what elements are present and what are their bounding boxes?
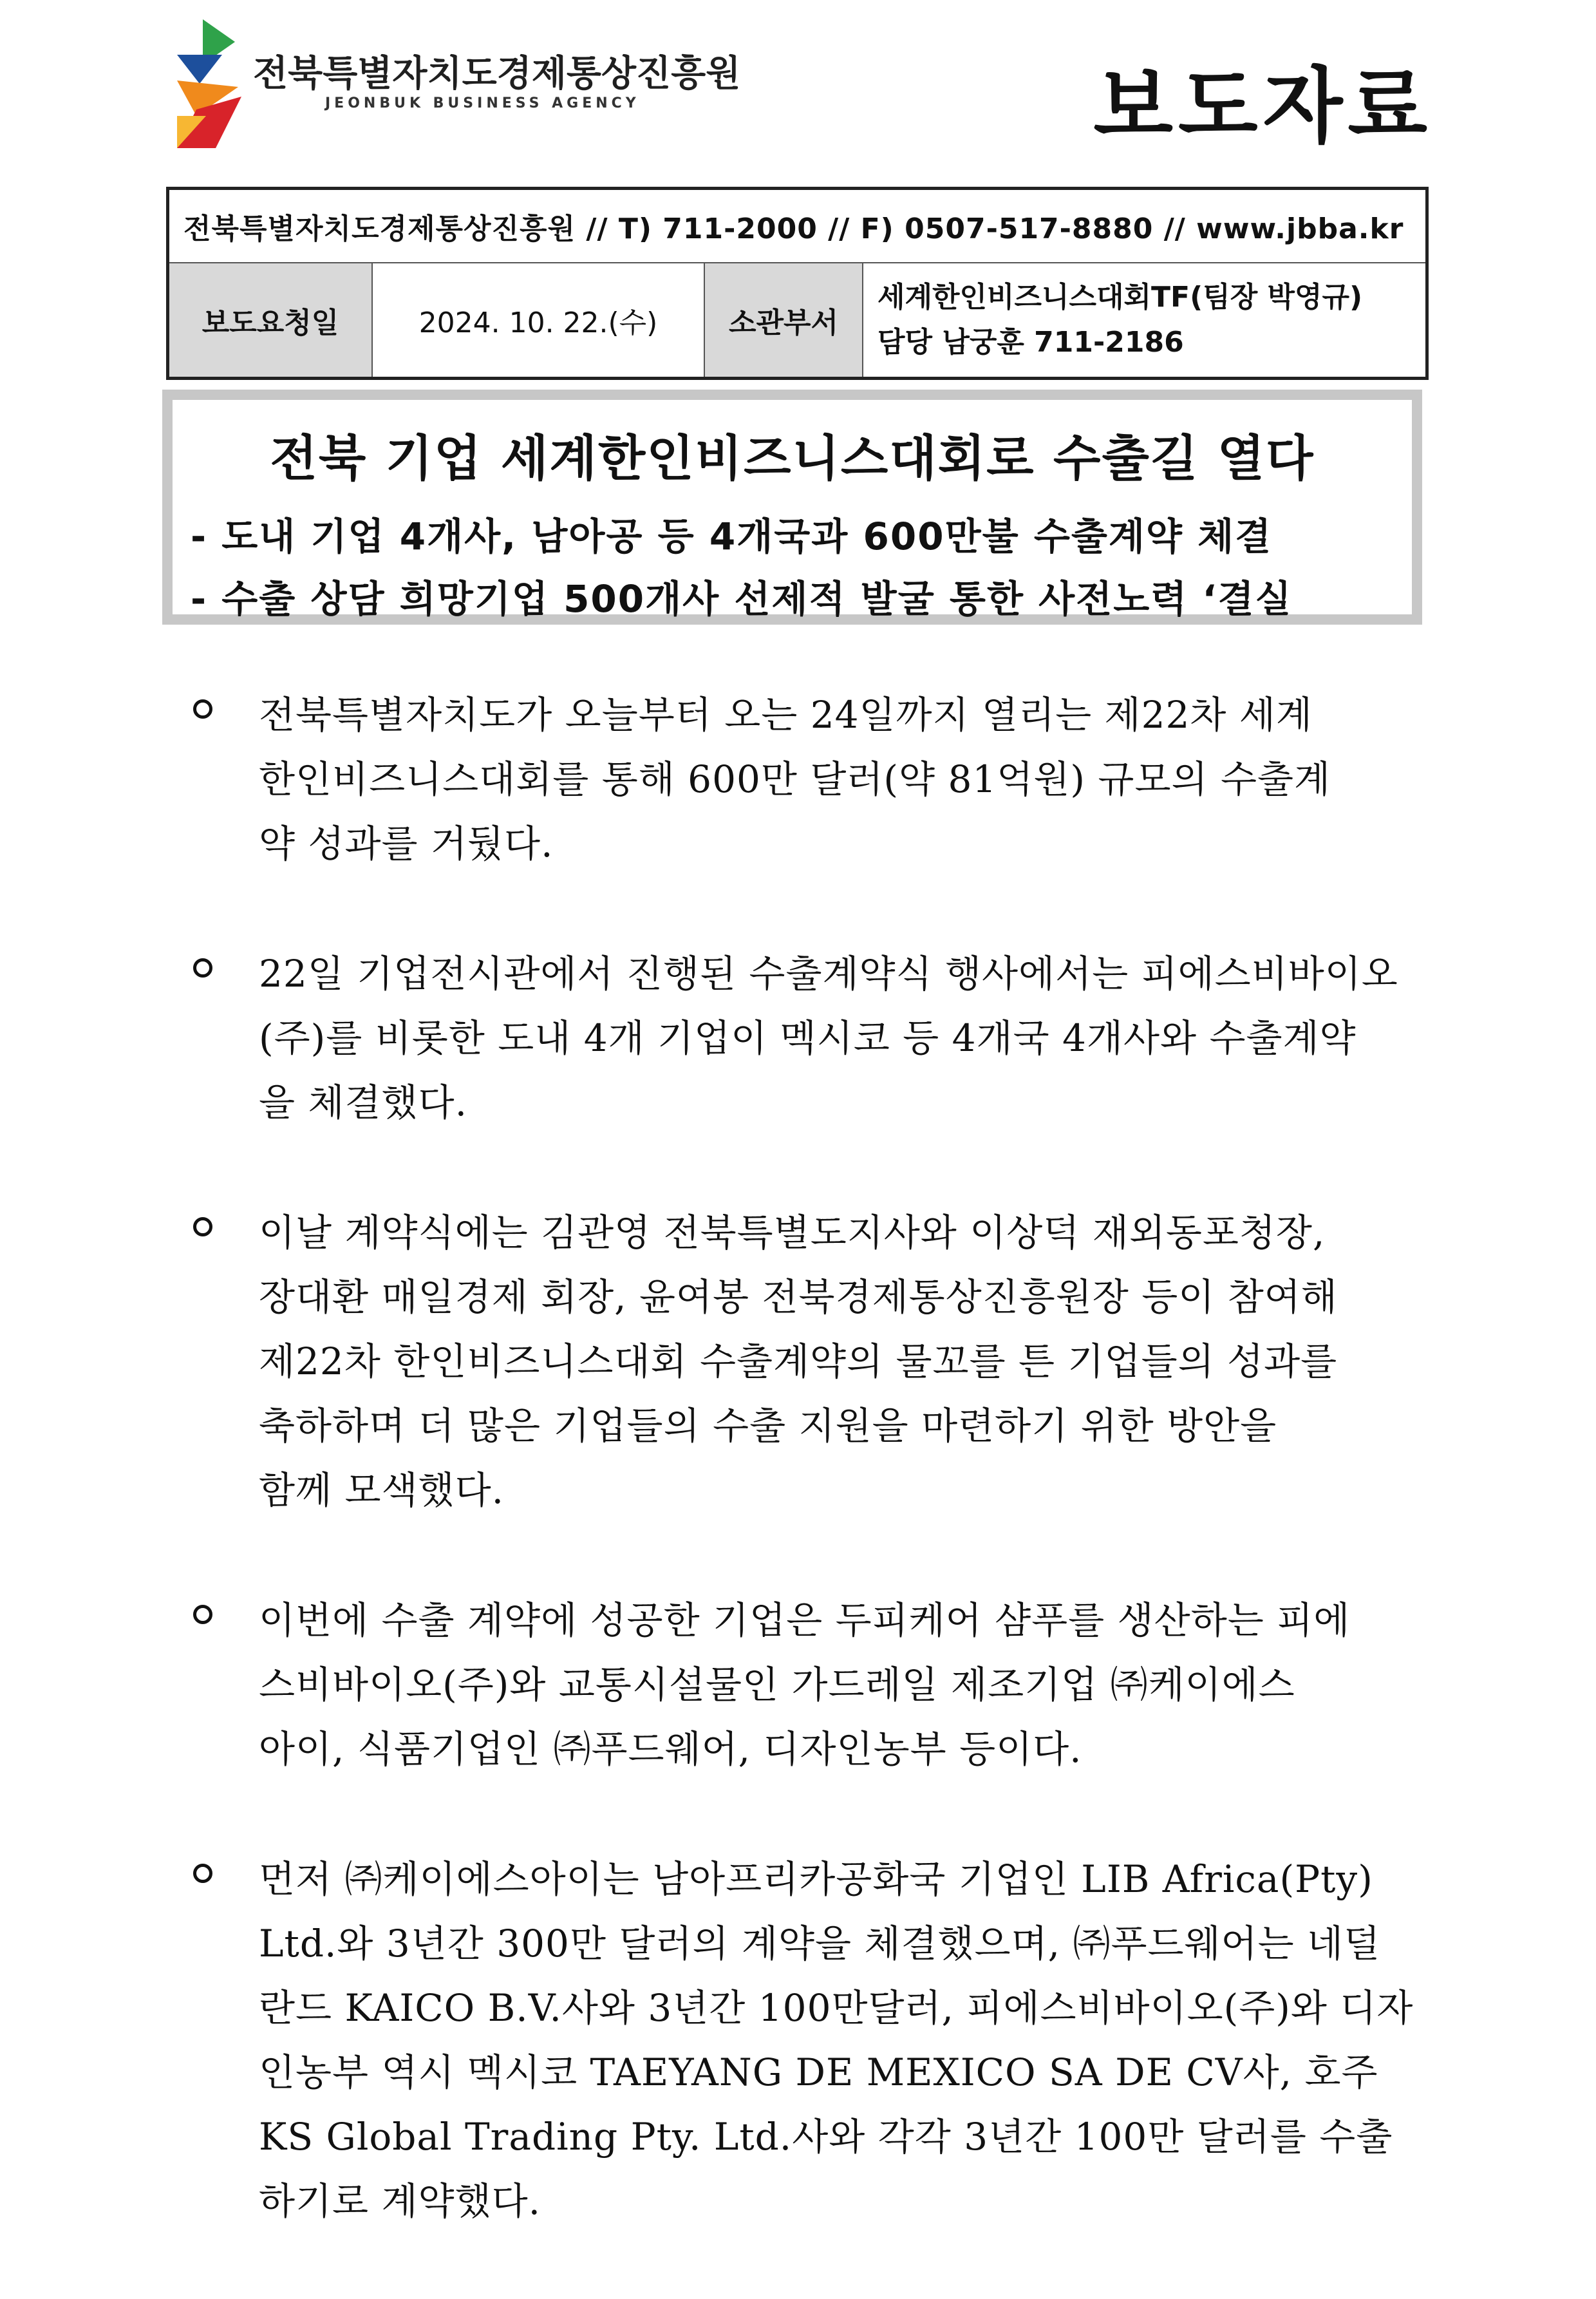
paragraph-line: 이번에 수출 계약에 성공한 기업은 두피케어 샴푸를 생산하는 피에 (259, 1598, 1351, 1642)
paragraph (193, 1200, 1442, 1522)
page-header (177, 19, 1432, 155)
department-value (863, 263, 1427, 379)
org-name-en: JEONBUK BUSINESS AGENCY (325, 95, 640, 111)
paragraph-line: 먼저 ㈜케이에스아이는 남아프리카공화국 기업인 LIB Africa(Pty) (259, 1857, 1373, 1901)
contact-line: 전북특별자치도경제통상진흥원 // T) 711-2000 // F) 0507-517-8880 // www.jbba.kr (168, 189, 1427, 263)
paragraph-line: 22일 기업전시관에서 진행된 수출계약식 행사에서는 피에스비바이오 (259, 952, 1398, 996)
paragraph-line: Ltd.와 3년간 300만 달러의 계약을 체결했으며, ㈜푸드웨어는 네덜 (259, 1922, 1381, 1965)
circle-bullet-icon (193, 958, 212, 978)
headline-box (162, 390, 1422, 625)
paragraph (193, 683, 1442, 876)
circle-bullet-icon (193, 1864, 212, 1883)
paragraph (193, 1847, 1442, 2233)
date-label: 보도요청일 (168, 263, 373, 379)
department-team: 세계한인비즈니스대회TF(팀장 박영규) (878, 281, 1363, 314)
paragraph-line: 하기로 계약했다. (259, 2179, 541, 2223)
contact-info-table (166, 187, 1429, 380)
agency-logo-icon (177, 19, 248, 148)
document-type-title: 보도자료 (1093, 59, 1432, 155)
paragraph-line: 함께 모색했다. (259, 1468, 505, 1512)
circle-bullet-icon (193, 1605, 212, 1624)
paragraph-line: 약 성과를 거뒀다. (259, 822, 554, 866)
paragraph-line: 란드 KAICO B.V.사와 3년간 100만달러, 피에스비바이오(주)와 디자 (259, 1986, 1414, 2030)
paragraph-line: 제22차 한인비즈니스대회 수출계약의 물꼬를 튼 기업들의 성과를 (259, 1339, 1338, 1383)
department-label: 소관부서 (704, 263, 863, 379)
org-name: 전북특별자치도경제통상진흥원 (253, 53, 741, 95)
paragraph-line: 전북특별자치도가 오늘부터 오는 24일까지 열리는 제22차 세계 (259, 693, 1313, 737)
paragraph-line: 인농부 역시 멕시코 TAEYANG DE MEXICO SA DE CV사, 호주 (259, 2050, 1378, 2094)
paragraph-line: 이날 계약식에는 김관영 전북특별도지사와 이상덕 재외동포청장, (259, 1211, 1326, 1254)
paragraph-line: 아이, 식품기업인 ㈜푸드웨어, 디자인농부 등이다. (259, 1727, 1082, 1771)
headline-subtitle-2: - 수출 상담 희망기업 500개사 선제적 발굴 통한 사전노력 ‘결실 (191, 577, 1293, 621)
circle-bullet-icon (193, 699, 212, 719)
article-body (193, 683, 1442, 2299)
headline-title: 전북 기업 세계한인비즈니스대회로 수출길 열다 (270, 430, 1315, 487)
paragraph-line: 한인비즈니스대회를 통해 600만 달러(약 81억원) 규모의 수출계 (259, 757, 1331, 801)
paragraph-line: 축하하며 더 많은 기업들의 수출 지원을 마련하기 위한 방안을 (259, 1404, 1277, 1448)
date-value: 2024. 10. 22.(수) (372, 263, 704, 379)
paragraph-line: 장대환 매일경제 회장, 윤여봉 전북경제통상진흥원장 등이 참여해 (259, 1275, 1338, 1319)
headline-subtitle-1: - 도내 기업 4개사, 남아공 등 4개국과 600만불 수출계약 체결 (191, 515, 1273, 558)
department-contact: 담당 남궁훈 711-2186 (878, 326, 1184, 359)
paragraph (193, 1588, 1442, 1781)
paragraph-line: 을 체결했다. (259, 1081, 468, 1124)
paragraph-line: (주)를 비롯한 도내 4개 기업이 멕시코 등 4개국 4개사와 수출계약 (259, 1016, 1357, 1060)
circle-bullet-icon (193, 1217, 212, 1236)
paragraph-line: KS Global Trading Pty. Ltd.사와 각각 3년간 100만 달러를 수출 (259, 2115, 1393, 2159)
paragraph-line: 스비바이오(주)와 교통시설물인 가드레일 제조기업 ㈜케이에스 (259, 1663, 1295, 1707)
paragraph (193, 941, 1442, 1135)
